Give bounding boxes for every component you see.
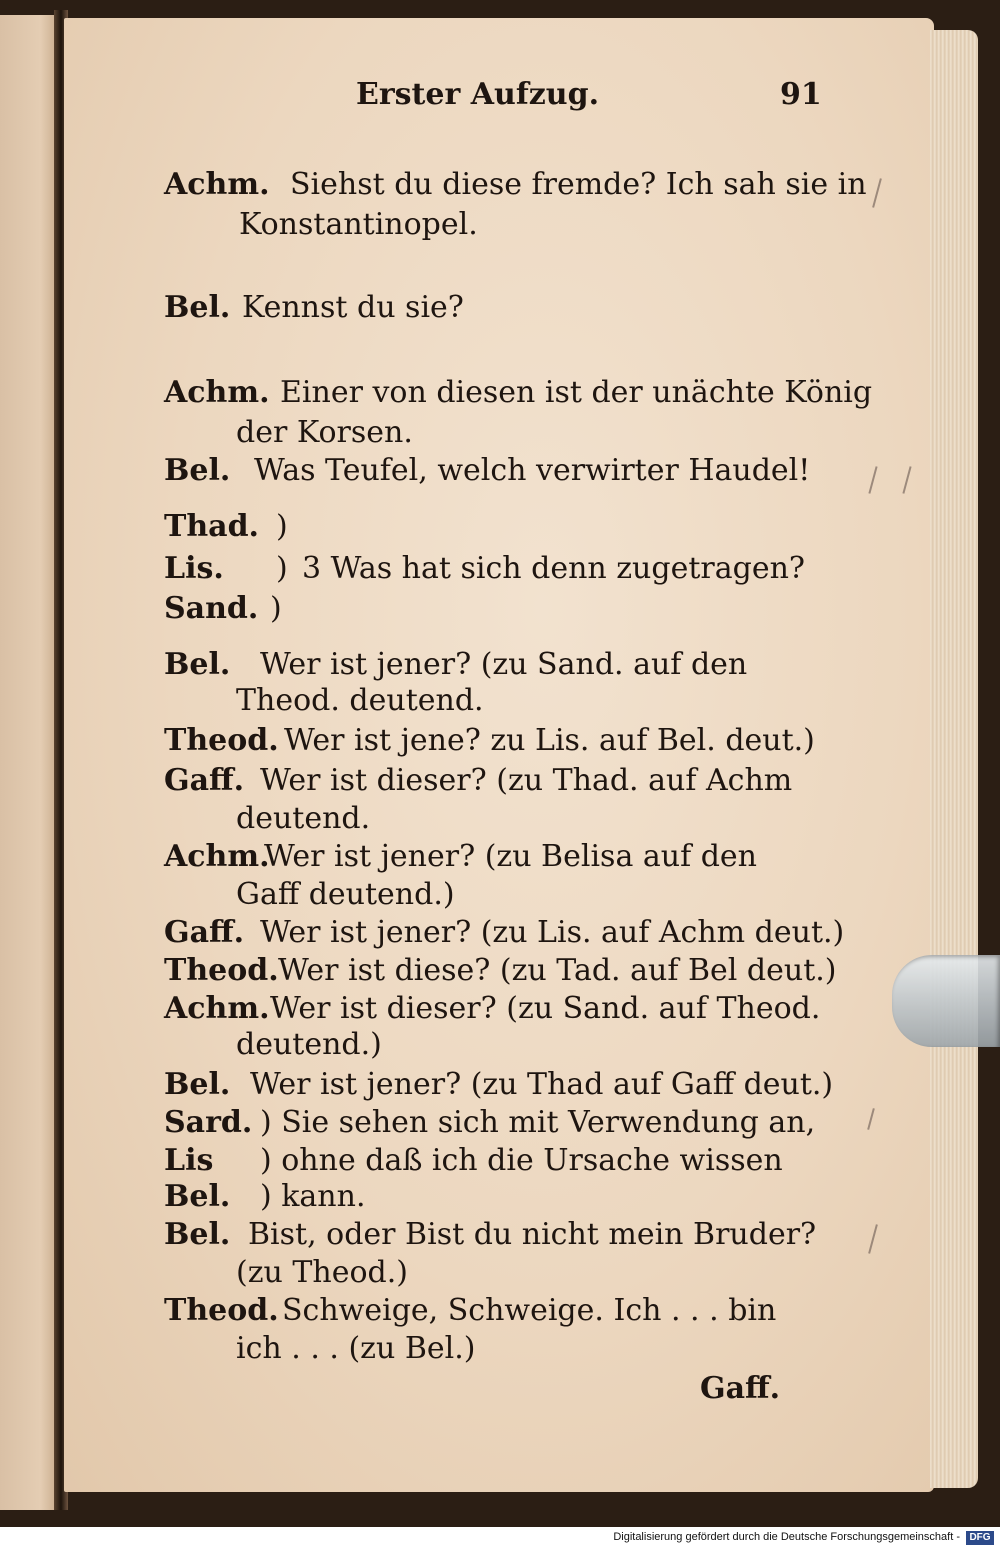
speaker: Lis bbox=[164, 1143, 214, 1178]
speech-line: 3 Was hat sich denn zugetragen? bbox=[302, 551, 805, 586]
speech-line: (zu Theod.) bbox=[236, 1255, 408, 1290]
speech-line: Wer ist dieser? (zu Thad. auf Achm bbox=[260, 763, 793, 798]
footer-bar bbox=[0, 1527, 1000, 1549]
speaker: Bel. bbox=[164, 453, 231, 488]
funding-credit: Digitalisierung gefördert durch die Deutsche Forschungsgemeinschaft - bbox=[613, 1531, 960, 1543]
speech-line: Bist, oder Bist du nicht mein Bruder? bbox=[248, 1217, 817, 1252]
dfg-logo: DFG bbox=[966, 1531, 994, 1545]
speech-line: Siehst du diese fremde? Ich sah sie in bbox=[290, 167, 867, 202]
left-page-edge bbox=[0, 15, 58, 1510]
book-page bbox=[64, 18, 934, 1492]
speaker: Bel. bbox=[164, 290, 231, 325]
pencil-mark bbox=[868, 466, 877, 494]
brace: ) bbox=[276, 551, 288, 586]
speaker: Bel. bbox=[164, 1217, 231, 1252]
speech-line: der Korsen. bbox=[236, 415, 413, 450]
speech-line: ich . . . (zu Bel.) bbox=[236, 1331, 476, 1366]
pencil-mark bbox=[867, 1108, 875, 1130]
brace: ) bbox=[270, 591, 282, 626]
speaker: Theod. bbox=[164, 1293, 279, 1328]
brace: ) bbox=[276, 509, 288, 544]
speech-line: Wer ist jener? (zu Sand. auf den bbox=[260, 647, 748, 682]
speaker: Gaff. bbox=[164, 763, 245, 798]
speech-line: Wer ist jener? (zu Thad auf Gaff deut.) bbox=[250, 1067, 834, 1102]
speech-line: Konstantinopel. bbox=[239, 207, 478, 242]
speaker: Bel. bbox=[164, 647, 231, 682]
speech-line: Wer ist jene? zu Lis. auf Bel. deut.) bbox=[284, 723, 815, 758]
speaker: Bel. bbox=[164, 1179, 231, 1214]
speaker: Lis. bbox=[164, 551, 224, 586]
speech-line: Wer ist diese? (zu Tad. auf Bel deut.) bbox=[278, 953, 837, 988]
speech-line: deutend. bbox=[236, 801, 371, 836]
speech-line: Wer ist jener? (zu Belisa auf den bbox=[264, 839, 757, 874]
speaker: Sard. bbox=[164, 1105, 253, 1140]
speech-line: Theod. deutend. bbox=[236, 683, 484, 718]
speaker: Achm. bbox=[164, 167, 270, 202]
speech-line: Wer ist jener? (zu Lis. auf Achm deut.) bbox=[260, 915, 845, 950]
speech-line: Kennst du sie? bbox=[242, 290, 464, 325]
running-title: Erster Aufzug. bbox=[356, 77, 600, 112]
speaker: Achm. bbox=[164, 991, 270, 1026]
speaker: Theod. bbox=[164, 953, 279, 988]
speech-line: Schweige, Schweige. Ich . . . bin bbox=[282, 1293, 777, 1328]
speech-line: Wer ist dieser? (zu Sand. auf Theod. bbox=[270, 991, 821, 1026]
speech-line: deutend.) bbox=[236, 1027, 382, 1062]
speech-line: Was Teufel, welch verwirter Haudel! bbox=[254, 453, 811, 488]
speech-line: Gaff deutend.) bbox=[236, 877, 455, 912]
page-block-edge bbox=[930, 30, 978, 1488]
pencil-mark bbox=[868, 1224, 878, 1253]
page-number: 91 bbox=[780, 77, 822, 112]
speaker: Thad. bbox=[164, 509, 259, 544]
speech-line: ) ohne daß ich die Ursache wissen bbox=[260, 1143, 783, 1178]
speaker: Bel. bbox=[164, 1067, 231, 1102]
speech-line: ) Sie sehen sich mit Verwendung an, bbox=[260, 1105, 816, 1140]
speaker: Sand. bbox=[164, 591, 259, 626]
scanner-clip bbox=[892, 955, 1000, 1047]
speaker: Theod. bbox=[164, 723, 279, 758]
speaker: Gaff. bbox=[164, 915, 245, 950]
speech-line: ) kann. bbox=[260, 1179, 366, 1214]
speaker: Achm. bbox=[164, 375, 270, 410]
pencil-mark bbox=[872, 178, 882, 207]
speech-line: Einer von diesen ist der unächte König bbox=[280, 375, 873, 410]
speaker: Achm. bbox=[164, 839, 270, 874]
catchword: Gaff. bbox=[700, 1371, 781, 1406]
pencil-mark bbox=[902, 466, 911, 494]
